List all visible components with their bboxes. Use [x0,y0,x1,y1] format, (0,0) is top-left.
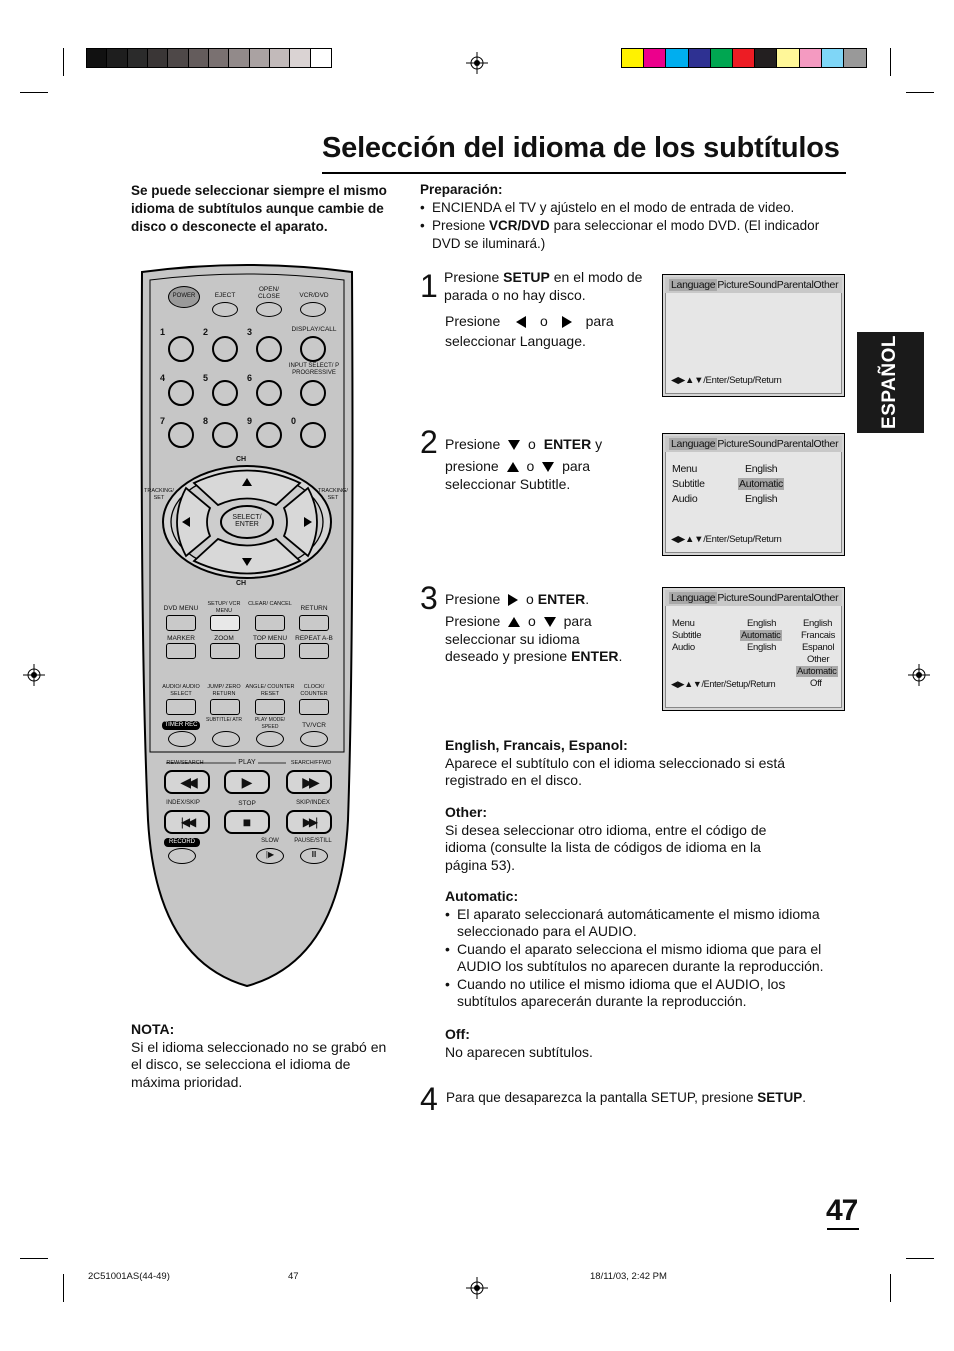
dvd-menu-button[interactable] [166,615,196,631]
crop-mark [20,1258,48,1259]
digit-label: 3 [247,327,253,337]
desc-heading: Other: [445,804,487,820]
rew-search-label: REW/SEARCH [166,760,204,766]
play-button[interactable] [224,770,270,794]
stop-label: STOP [238,800,256,807]
color-swatch [777,49,799,67]
nav-down-button[interactable] [196,548,298,578]
digit-1-button[interactable] [168,336,194,362]
slow-icon: |▶ [265,850,275,859]
gray-swatch [148,49,168,67]
down-arrow-icon [544,617,556,627]
play-mode-label: PLAY MODE/ SPEED [254,717,286,730]
step-text: Presione [445,613,501,629]
desc-text: El aparato seleccionará automáticamente el mismo idioma seleccionado para el AUDIO. [457,905,820,939]
osd-value: English [745,493,778,505]
step-text: . [618,648,623,664]
select-enter-button[interactable] [221,496,273,548]
digit-label: 0 [291,416,297,426]
open-close-button[interactable] [256,302,282,317]
gray-swatch [229,49,249,67]
crop-mark [906,1258,934,1259]
crop-mark [20,92,48,93]
osd-menu-item: Parental [776,279,814,291]
eject-label: EJECT [214,292,236,299]
osd-value: English [747,642,777,653]
skip-index-label: SKIP/INDEX [296,800,330,806]
color-swatch [666,49,688,67]
osd-option: Francais [801,630,836,641]
digit-5-button[interactable] [212,380,238,406]
fast-forward-button[interactable] [286,770,332,794]
page-number-underline [827,1228,859,1230]
timer-rec-button[interactable] [168,731,196,747]
step-text: Presione [444,269,504,285]
step-text: y [591,436,603,452]
registration-mark-icon [23,664,45,686]
intro-text: Se puede seleccionar siempre el mismo idioma de subtítulos aunque cambie de disco o desconecte el aparato. [131,183,387,234]
color-swatch [622,49,644,67]
marker-label: MARKER [167,635,195,642]
crop-mark [890,1274,891,1302]
crop-mark [906,92,934,93]
power-label: POWER [172,293,196,299]
preparation-bullet-bold: VCR/DVD [489,218,550,233]
left-arrow-icon [516,316,526,328]
index-skip-back-button[interactable] [164,810,210,834]
desc-bullet [445,976,845,1011]
vcr-dvd-button[interactable] [300,302,326,317]
step-text: o [528,613,536,629]
step-text: Presione [445,591,501,607]
right-arrow-icon [562,316,572,328]
osd-option: Other [807,654,830,665]
osd-menu-item: Sound [747,279,777,291]
osd-option: Espanol [802,642,835,653]
subtitle-atr-button[interactable] [212,731,240,747]
rewind-icon: ◀◀ [180,773,194,790]
preparation-section [420,181,840,253]
osd-footer: ◀▶▲▼/Enter/Setup/Return [671,375,782,386]
step-4-text [446,1089,846,1107]
digit-label: 2 [203,327,209,337]
skip-back-icon: |◀◀ [180,815,194,829]
digit-label: 5 [203,373,209,383]
osd-label: Menu [672,618,695,629]
preparation-bullet [420,217,840,253]
desc-text: Cuando no utilice el mismo idioma que el AUDIO, los subtítulos aparecerán durante la reproducción. [457,975,786,1009]
stop-button[interactable] [224,810,270,834]
input-select-button[interactable] [300,380,326,406]
osd-menu-item: Sound [747,592,777,604]
osd-value-selected: Automatic [741,630,781,641]
osd-menu-item: Language [671,438,716,450]
color-swatch [800,49,822,67]
tracking-minus-label: TRACKING/ SET [144,488,174,501]
step-1-text [444,269,654,304]
desc-bullet [445,906,845,941]
step-text: o [526,591,538,607]
step-number: 4 [420,1081,438,1117]
osd-value: English [747,618,777,629]
desc-text: Aparece el subtítulo con el idioma seleccionado si está registrado en el disco. [445,754,786,788]
desc-heading: Automatic: [445,888,519,904]
step-1-text-2 [445,313,655,350]
off-desc [445,1026,845,1061]
digit-label: 8 [203,416,209,426]
page-title: Selección del idioma de los subtítulos [322,132,840,164]
osd-option: Off [810,678,822,689]
english-francais-espanol-desc [445,737,845,790]
angle-counter-reset-label: ANGLE/ COUNTER RESET [245,684,295,697]
step-text: para [585,313,614,329]
nav-left-button[interactable] [168,488,208,556]
tracking-plus-label: TRACKING/ SET [318,488,348,501]
osd-menu-item: Parental [776,438,814,450]
play-icon: ▶ [241,773,253,790]
osd-menu-bar [665,436,842,452]
osd-menu-item: Language [671,592,716,604]
registration-mark-icon [908,664,930,686]
digit-label: 7 [160,416,166,426]
preparation-bullet-text: ENCIENDA el TV y ajústelo en el modo de entrada de video. [432,200,795,215]
remote-control-illustration [136,260,358,990]
digit-4-button[interactable] [168,380,194,406]
eject-button[interactable] [212,302,238,317]
page-number: 47 [826,1194,858,1227]
osd-screen-language [662,274,845,397]
step-key: SETUP [503,269,550,285]
footer-page: 47 [288,1271,299,1282]
marker-button[interactable] [166,643,196,659]
osd-value: English [745,463,778,475]
desc-text: No aparecen subtítulos. [445,1043,593,1060]
gray-swatch [290,49,310,67]
step-key: SETUP [757,1090,803,1105]
digit-8-button[interactable] [212,422,238,448]
subtitle-atr-label: SUBTITLE/ ATR [205,717,243,723]
open-close-label: OPEN/ CLOSE [257,286,281,300]
return-button[interactable] [299,615,329,631]
automatic-desc [445,888,845,1011]
osd-menu-item: Other [813,592,839,604]
search-ffwd-label: SEARCH/FFWD [290,760,332,766]
play-label: PLAY [238,759,256,766]
osd-option: English [803,618,833,629]
digit-7-button[interactable] [168,422,194,448]
desc-text: Cuando el aparato selecciona el mismo idioma que para el AUDIO los subtítulos no aparecen durante la reproducción. [457,940,824,974]
osd-menu-bar [665,590,842,606]
osd-menu-item: Parental [776,592,814,604]
clear-cancel-label: CLEAR/ CANCEL [248,601,292,607]
footer-timestamp: 18/11/03, 2:42 PM [590,1271,667,1282]
pause-icon: II [311,850,317,859]
record-button[interactable] [168,848,196,864]
digit-label: 1 [160,327,166,337]
top-menu-label: TOP MENU [252,635,288,642]
language-section-tab [857,332,924,433]
nav-right-button[interactable] [286,488,326,556]
step-text: en el modo de parada o no hay disco. [444,269,643,303]
zoom-button[interactable] [210,643,240,659]
digit-3-button[interactable] [256,336,282,362]
language-section-label: ESPAÑOL [879,335,900,429]
desc-bullet [445,941,845,976]
step-3-text [445,591,655,609]
step-key: ENTER [571,648,619,664]
vcr-dvd-label: VCR/DVD [299,292,329,299]
dvd-menu-label: DVD MENU [163,605,199,612]
preparation-bullet-text: para seleccionar el modo DVD. (El indicador DVD se iluminará.) [432,218,820,251]
jump-zero-return-label: JUMP/ ZERO RETURN [207,684,241,697]
tv-vcr-label: TV/VCR [302,722,326,729]
gray-swatch [168,49,188,67]
digit-0-button[interactable] [300,422,326,448]
step-text: seleccionar su idioma [445,630,580,647]
step-text: o [526,458,535,474]
crop-mark [63,48,64,76]
footer-file-id: 2C51001AS(44-49) [88,1271,170,1282]
rewind-button[interactable] [164,770,210,794]
step-text: seleccionar Language. [445,332,586,349]
gray-swatch [270,49,290,67]
gray-swatch [128,49,148,67]
slow-button[interactable] [256,848,284,864]
osd-footer: ◀▶▲▼/Enter/Setup/Return [671,679,776,689]
color-swatch [755,49,777,67]
note-text: Si el idioma seleccionado no se grabó en el disco, se selecciona el idioma de máxima prioridad. [131,1038,387,1090]
digit-label: 4 [160,373,166,383]
step-text: Presione [445,313,501,329]
step-text: para [563,613,592,629]
step-text: seleccionar Subtitle. [445,475,571,492]
select-enter-label: SELECT/ ENTER [232,514,262,528]
osd-screen-subtitle [662,433,845,556]
color-calibration-bar [621,48,867,68]
desc-text: Si desea seleccionar otro idioma, entre el código de idioma (consulte la lista de códigos de idioma en la página 53). [445,821,767,873]
up-arrow-icon [508,617,520,627]
clock-counter-label: CLOCK/ COUNTER [300,684,328,697]
display-call-button[interactable] [300,336,326,362]
down-arrow-icon [508,440,520,450]
stop-icon: ■ [242,814,252,830]
other-desc [445,804,845,874]
pause-still-label: PAUSE/STILL [294,838,332,844]
input-select-label: INPUT SELECT/ P PROGRESSIVE [288,363,340,376]
step-2-text-2 [445,458,655,493]
step-3-text-2 [445,613,660,666]
color-swatch [711,49,733,67]
tv-vcr-button[interactable] [300,731,328,747]
setup-vcr-menu-label: SETUP/ VCR MENU [207,601,241,614]
digit-2-button[interactable] [212,336,238,362]
step-text: para [562,458,591,474]
osd-label: Menu [672,463,698,475]
preparation-bullet [420,199,840,217]
step-number: 2 [420,424,438,460]
osd-label: Audio [672,642,695,653]
crop-mark [63,1274,64,1302]
step-text: o [540,313,548,329]
zoom-label: ZOOM [214,635,234,642]
osd-label: Subtitle [672,478,705,490]
osd-menu-item: Picture [717,438,748,450]
setup-vcr-menu-button[interactable] [210,615,240,631]
step-text: presione [445,458,499,474]
repeat-ab-button[interactable] [299,643,329,659]
top-menu-button[interactable] [255,643,285,659]
preparation-bullet-text: Presione [432,218,490,233]
step-key: ENTER [537,591,586,607]
color-swatch [689,49,711,67]
gray-swatch [209,49,229,67]
return-label: RETURN [300,605,328,612]
skip-index-forward-button[interactable] [286,810,332,834]
audio-select-label: AUDIO/ AUDIO SELECT [162,684,200,697]
color-swatch [644,49,666,67]
pause-still-button[interactable] [300,848,328,864]
registration-mark-icon [466,1277,488,1299]
gray-swatch [311,49,331,67]
audio-select-button[interactable] [166,699,196,715]
color-swatch [822,49,844,67]
play-mode-button[interactable] [256,731,284,747]
color-swatch [844,49,866,67]
clock-counter-button[interactable] [299,699,329,715]
osd-screen-subtitle-options [662,587,845,711]
channel-down-label: CH [236,580,247,587]
nav-up-button[interactable] [196,466,298,496]
digit-9-button[interactable] [256,422,282,448]
step-text [445,648,660,666]
osd-value-selected: Automatic [739,478,783,490]
record-label: RECORD [164,838,200,847]
timer-rec-label: TIMER REC [162,721,200,730]
preparation-heading: Preparación: [420,182,503,197]
osd-menu-item: Picture [717,279,748,291]
gray-swatch [87,49,107,67]
osd-menu-item: Picture [717,592,748,604]
display-call-label: DISPLAY/CALL [291,326,337,333]
osd-menu-item: Other [813,438,839,450]
osd-menu-item: Other [813,279,839,291]
clear-cancel-button[interactable] [255,615,285,631]
channel-up-label: CH [236,456,247,463]
digit-6-button[interactable] [256,380,282,406]
index-skip-label: INDEX/SKIP [166,800,200,806]
color-swatch [733,49,755,67]
desc-heading: English, Francais, Espanol: [445,737,628,753]
step-text: . [802,1090,806,1105]
osd-footer: ◀▶▲▼/Enter/Setup/Return [671,534,782,545]
note-heading: NOTA: [131,1021,175,1037]
osd-label: Audio [672,493,698,505]
digit-label: 6 [247,373,253,383]
repeat-ab-label: REPEAT A-B [295,635,333,642]
step-number: 1 [420,268,438,304]
grayscale-calibration-bar [86,48,332,68]
step-key: ENTER [543,436,592,452]
note-section [131,1021,387,1091]
jump-zero-return-button[interactable] [210,699,240,715]
osd-label: Subtitle [672,630,702,641]
slow-label: SLOW [261,838,279,844]
step-text: deseado y presione [445,648,572,664]
angle-counter-reset-button[interactable] [255,699,285,715]
osd-menu-bar [665,277,842,293]
step-text: o [528,436,536,452]
step-2-text [445,436,655,454]
gray-swatch [107,49,127,67]
step-text: . [585,591,590,607]
title-underline [322,172,846,174]
gray-swatch [189,49,209,67]
osd-menu-item: Sound [747,438,777,450]
desc-heading: Off: [445,1026,470,1042]
right-arrow-icon [508,594,518,606]
fast-forward-icon: ▶▶ [302,773,316,790]
step-text: Para que desaparezca la pantalla SETUP, presione [446,1090,758,1105]
step-text: Presione [445,436,501,452]
crop-mark [890,48,891,76]
osd-option-selected: Automatic [797,666,837,677]
digit-label: 9 [247,416,253,426]
up-arrow-icon [507,462,519,472]
gray-swatch [250,49,270,67]
osd-menu-item: Language [671,279,716,291]
registration-mark-icon [466,52,488,74]
skip-forward-icon: ▶▶| [302,815,316,829]
step-number: 3 [420,580,438,616]
down-arrow-icon [542,462,554,472]
